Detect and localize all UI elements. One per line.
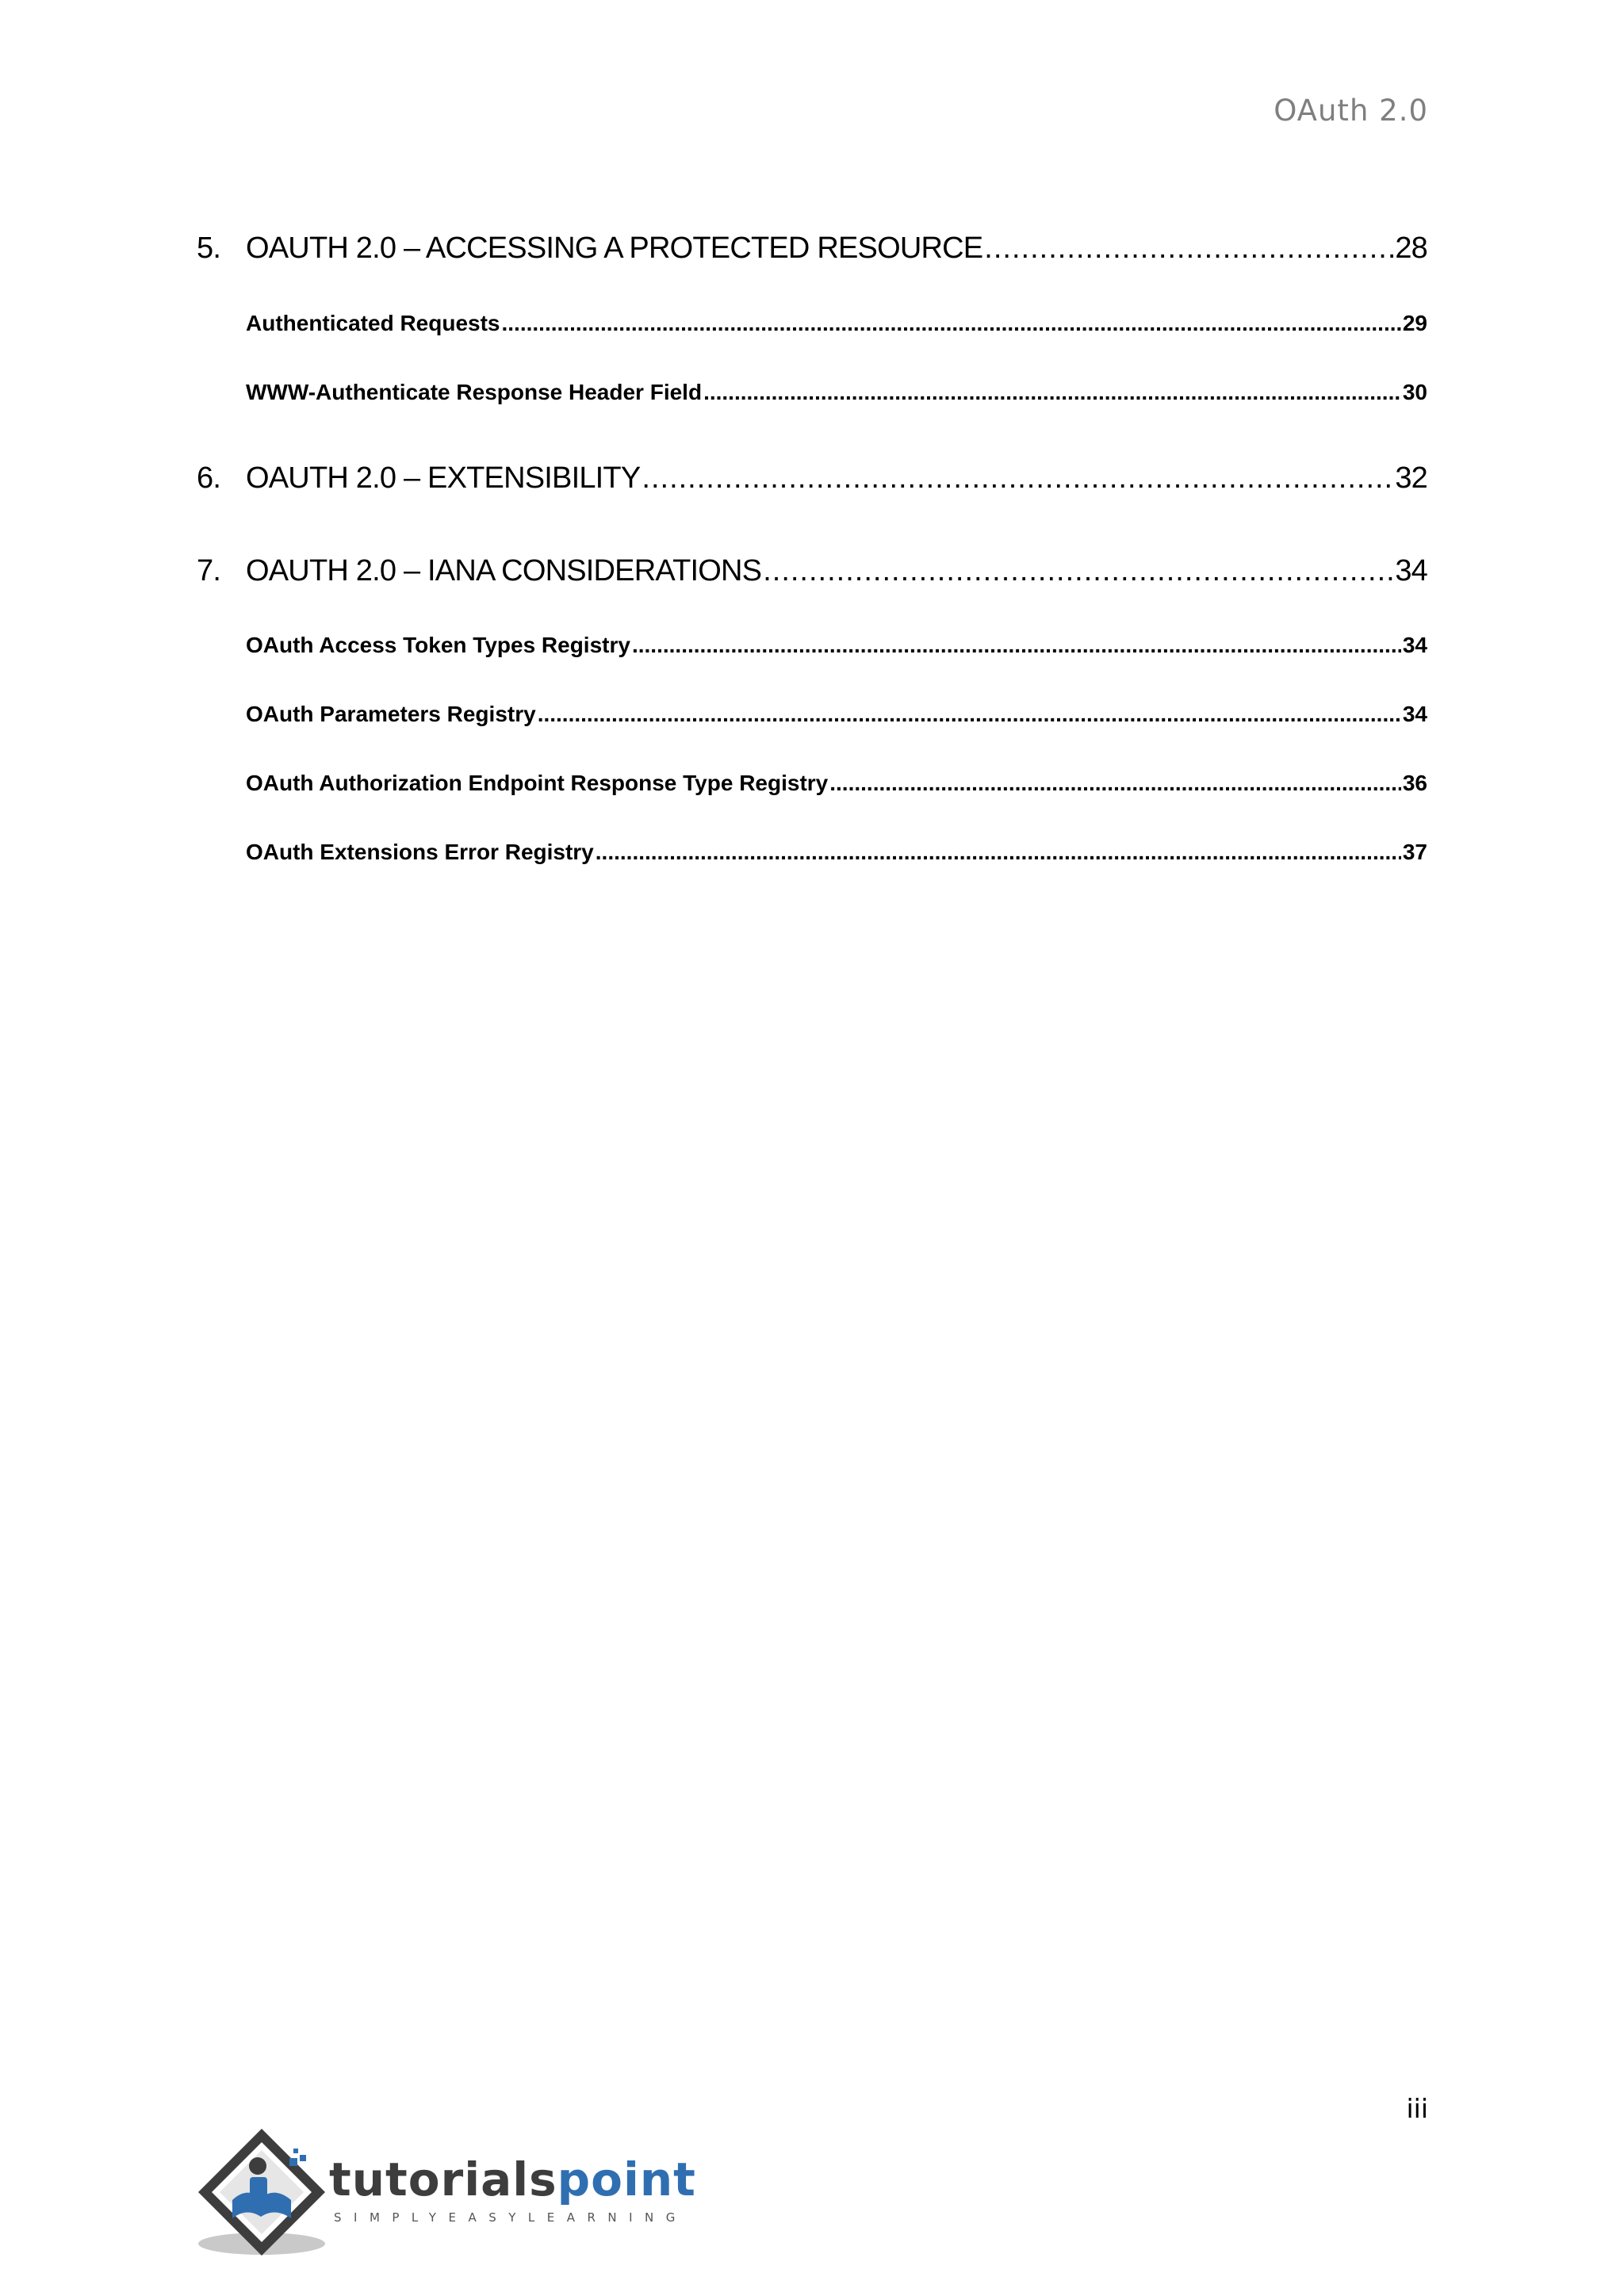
toc-chapter-6[interactable]: [197, 461, 1427, 496]
running-header: OAuth 2.0: [1274, 94, 1428, 128]
logo-word-point: point: [557, 2152, 696, 2206]
section-title: OAuth Extensions Error Registry: [246, 840, 594, 864]
dot-leader: [763, 554, 1393, 588]
section-title: OAuth Parameters Registry: [246, 702, 536, 726]
page-reference: 34: [1395, 554, 1427, 587]
dot-leader: [829, 771, 1401, 796]
page-reference: 34: [1402, 702, 1427, 726]
logo-wordmark: [329, 2152, 696, 2206]
section-title: OAuth Access Token Types Registry: [246, 633, 630, 657]
chapter-number: 7.: [197, 554, 221, 587]
page-reference: 29: [1402, 311, 1427, 335]
dot-leader: [632, 633, 1401, 658]
page-reference: 32: [1395, 461, 1427, 495]
chapter-title: OAUTH 2.0 – EXTENSIBILITY: [246, 461, 641, 495]
section-title: WWW-Authenticate Response Header Field: [246, 380, 703, 404]
logo-word-tutorials: tutorials: [329, 2152, 557, 2206]
page-reference: 36: [1402, 771, 1427, 795]
dot-leader: [642, 461, 1393, 496]
page-number: iii: [1406, 2093, 1428, 2124]
page-reference: 28: [1395, 232, 1427, 265]
toc-chapter-5[interactable]: [197, 232, 1427, 266]
section-title: OAuth Authorization Endpoint Response Type Registry: [246, 771, 829, 795]
dot-leader: [984, 232, 1393, 266]
logo-emblem-icon: [194, 2125, 333, 2260]
toc-section-response-type-registry[interactable]: [197, 771, 1427, 796]
chapter-title: OAUTH 2.0 – IANA CONSIDERATIONS: [246, 554, 762, 587]
page-reference: 34: [1402, 633, 1427, 657]
dot-leader: [538, 702, 1401, 727]
toc-chapter-7[interactable]: [197, 554, 1427, 588]
dot-leader: [703, 380, 1401, 405]
tutorialspoint-logo: [194, 2125, 696, 2260]
chapter-title: OAUTH 2.0 – ACCESSING A PROTECTED RESOURCE: [246, 232, 983, 265]
logo-tagline: SIMPLYEASYLEARNING: [334, 2210, 688, 2225]
page-reference: 37: [1402, 840, 1427, 864]
toc-section-extensions-error-registry[interactable]: [197, 840, 1427, 865]
toc-section-www-authenticate[interactable]: [197, 380, 1427, 405]
toc-section-access-token-types[interactable]: [197, 633, 1427, 658]
page-reference: 30: [1402, 380, 1427, 404]
chapter-number: 6.: [197, 461, 221, 495]
chapter-number: 5.: [197, 232, 221, 265]
dot-leader: [596, 840, 1401, 865]
section-title: Authenticated Requests: [246, 311, 500, 335]
toc-section-authenticated-requests[interactable]: [197, 311, 1427, 336]
toc-section-parameters-registry[interactable]: [197, 702, 1427, 727]
dot-leader: [502, 311, 1401, 336]
